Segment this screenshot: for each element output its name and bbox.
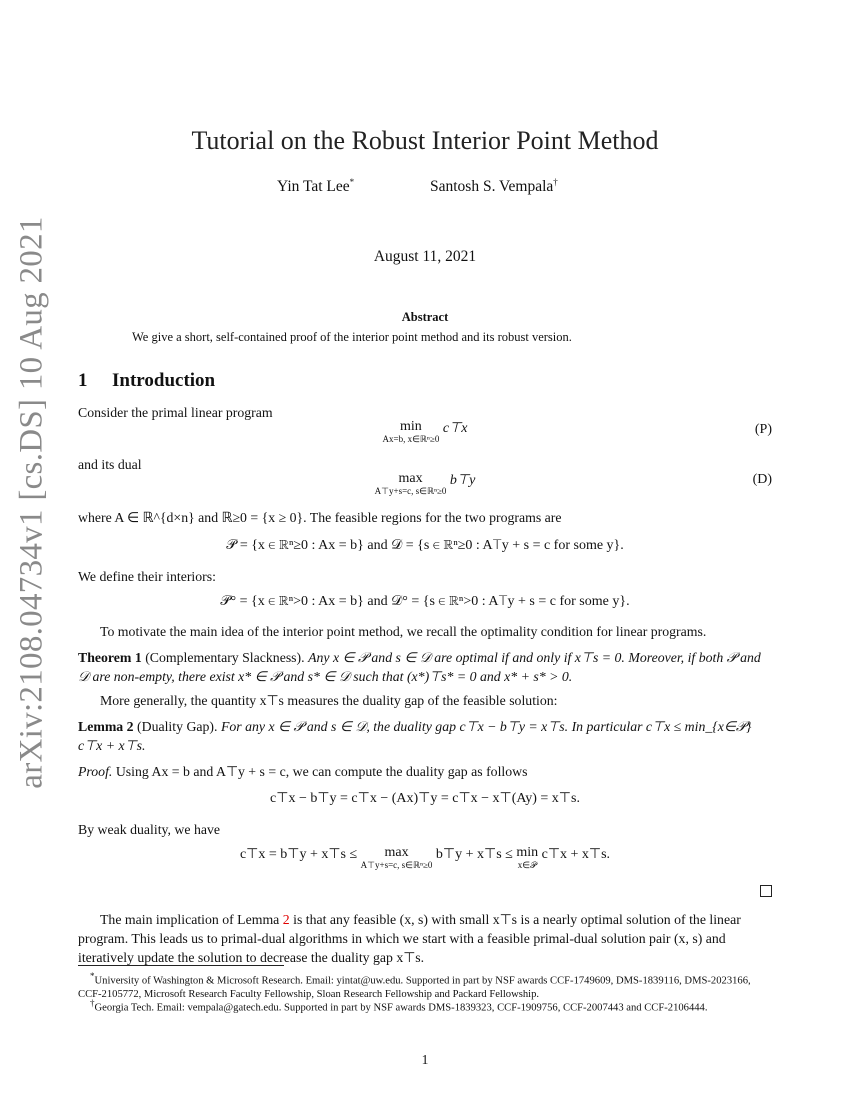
lemma-reference-link[interactable]: 2	[282, 912, 290, 927]
paragraph-general: More generally, the quantity x⊤s measures the duality gap of the feasible solution:	[100, 693, 558, 708]
lemma-name: (Duality Gap).	[137, 719, 218, 734]
paragraph-primal: Consider the primal linear program	[78, 405, 273, 420]
author-1: Yin Tat Lee*	[277, 177, 355, 196]
equation-interiors: 𝒫° = {x ∈ ℝⁿ>0 : Ax = b} and 𝒟° = {s ∈ ℝⁿ>0 : A⊤y + s = c for some y}.	[220, 594, 630, 609]
paragraph-dual: and its dual	[78, 457, 142, 472]
equation-primal: min Ax=b, x∈ℝⁿ≥0 c⊤x	[382, 419, 468, 444]
lemma-2	[78, 717, 772, 755]
paper-title: Tutorial on the Robust Interior Point Method	[191, 126, 659, 155]
qed-box-icon	[760, 885, 772, 897]
paragraph-interiors: We define their interiors:	[78, 569, 216, 584]
section-number: 1	[78, 370, 88, 391]
abstract-heading: Abstract	[401, 310, 449, 324]
footnote-1: *University of Washington & Microsoft Research. Email: yintat@uw.edu. Supported in part by NSF awards CCF-1749609, DMS-1839116, DMS-2023166, CCF-2105772, Microsoft Research Faculty Fellowship, Sloan Research Fellowship and Packard Fellowship.	[78, 971, 751, 1000]
section-heading	[78, 370, 215, 392]
equation-tag-D: (D)	[752, 472, 772, 487]
section-title: Introduction	[112, 370, 216, 391]
theorem-label: Theorem 1	[78, 650, 142, 665]
equation-tag-P: (P)	[754, 422, 772, 437]
proof-label: Proof.	[78, 764, 113, 779]
theorem-text: Any x ∈ 𝒫 and s ∈ 𝒟 are optimal if and only if x⊤s = 0. Moreover, if both 𝒫 and 𝒟 are non-empty, there exist x* ∈ 𝒫 and s* ∈ 𝒟 such that (x*)⊤s* = 0 and x* + s* > 0.	[78, 650, 761, 684]
paragraph-weak-duality: By weak duality, we have	[78, 822, 221, 837]
proof-intro: Proof. Using Ax = b and A⊤y + s = c, we can compute the duality gap as follows	[78, 764, 528, 779]
paragraph-motivate: To motivate the main idea of the interior point method, we recall the optimality condition for linear programs.	[100, 624, 707, 639]
abstract-text: We give a short, self-contained proof of the interior point method and its robust version.	[132, 330, 572, 344]
arxiv-stamp-text: arXiv:2108.04734v1 [cs.DS] 10 Aug 2021	[13, 215, 50, 789]
theorem-1	[78, 648, 772, 686]
page-number: 1	[421, 1052, 429, 1067]
lemma-text: For any x ∈ 𝒫 and s ∈ 𝒟, the duality gap c⊤x − b⊤y = x⊤s. In particular c⊤x ≤ min_{x∈𝒫} c⊤x + x⊤s.	[78, 719, 752, 753]
footnote-2: †Georgia Tech. Email: vempala@gatech.edu. Supported in part by NSF awards DMS-1839323, CCF-1909756, CCF-2007443 and CCF-2106444.	[90, 998, 708, 1014]
lemma-label: Lemma 2	[78, 719, 134, 734]
equation-dual: max A⊤y+s=c, s∈ℝⁿ≥0 b⊤y	[374, 471, 476, 496]
paper-date: August 11, 2021	[373, 248, 477, 265]
footnote-rule	[78, 965, 284, 966]
arxiv-stamp	[8, 215, 56, 789]
equation-feasible-regions: 𝒫 = {x ∈ ℝⁿ≥0 : Ax = b} and 𝒟 = {s ∈ ℝⁿ≥0 : A⊤y + s = c for some y}.	[226, 538, 624, 553]
equation-duality-gap: c⊤x − b⊤y = c⊤x − (Ax)⊤y = c⊤x − x⊤(Ay) = x⊤s.	[270, 791, 580, 806]
theorem-name: (Complementary Slackness).	[145, 650, 305, 665]
paragraph-main-implication: The main implication of Lemma 2 is that any feasible (x, s) with small x⊤s is a nearly optimal solution of the linear program. This leads us to primal-dual algorithms in which we start with a feasible primal-dual solution pair (x, s) and iteratively update the solution to decrease the duality gap x⊤s.	[78, 912, 741, 965]
author-2: Santosh S. Vempala†	[430, 177, 558, 196]
equation-weak-duality: c⊤x = b⊤y + x⊤s ≤ max A⊤y+s=c, s∈ℝⁿ≥0 b⊤y + x⊤s ≤ min x∈𝒫 c⊤x + x⊤s.	[239, 845, 611, 870]
footnote-mark-1[interactable]: *	[349, 177, 355, 187]
paragraph-where: where A ∈ ℝ^{d×n} and ℝ≥0 = {x ≥ 0}. The feasible regions for the two programs are	[78, 510, 562, 525]
footnote-mark-2[interactable]: †	[553, 177, 558, 187]
